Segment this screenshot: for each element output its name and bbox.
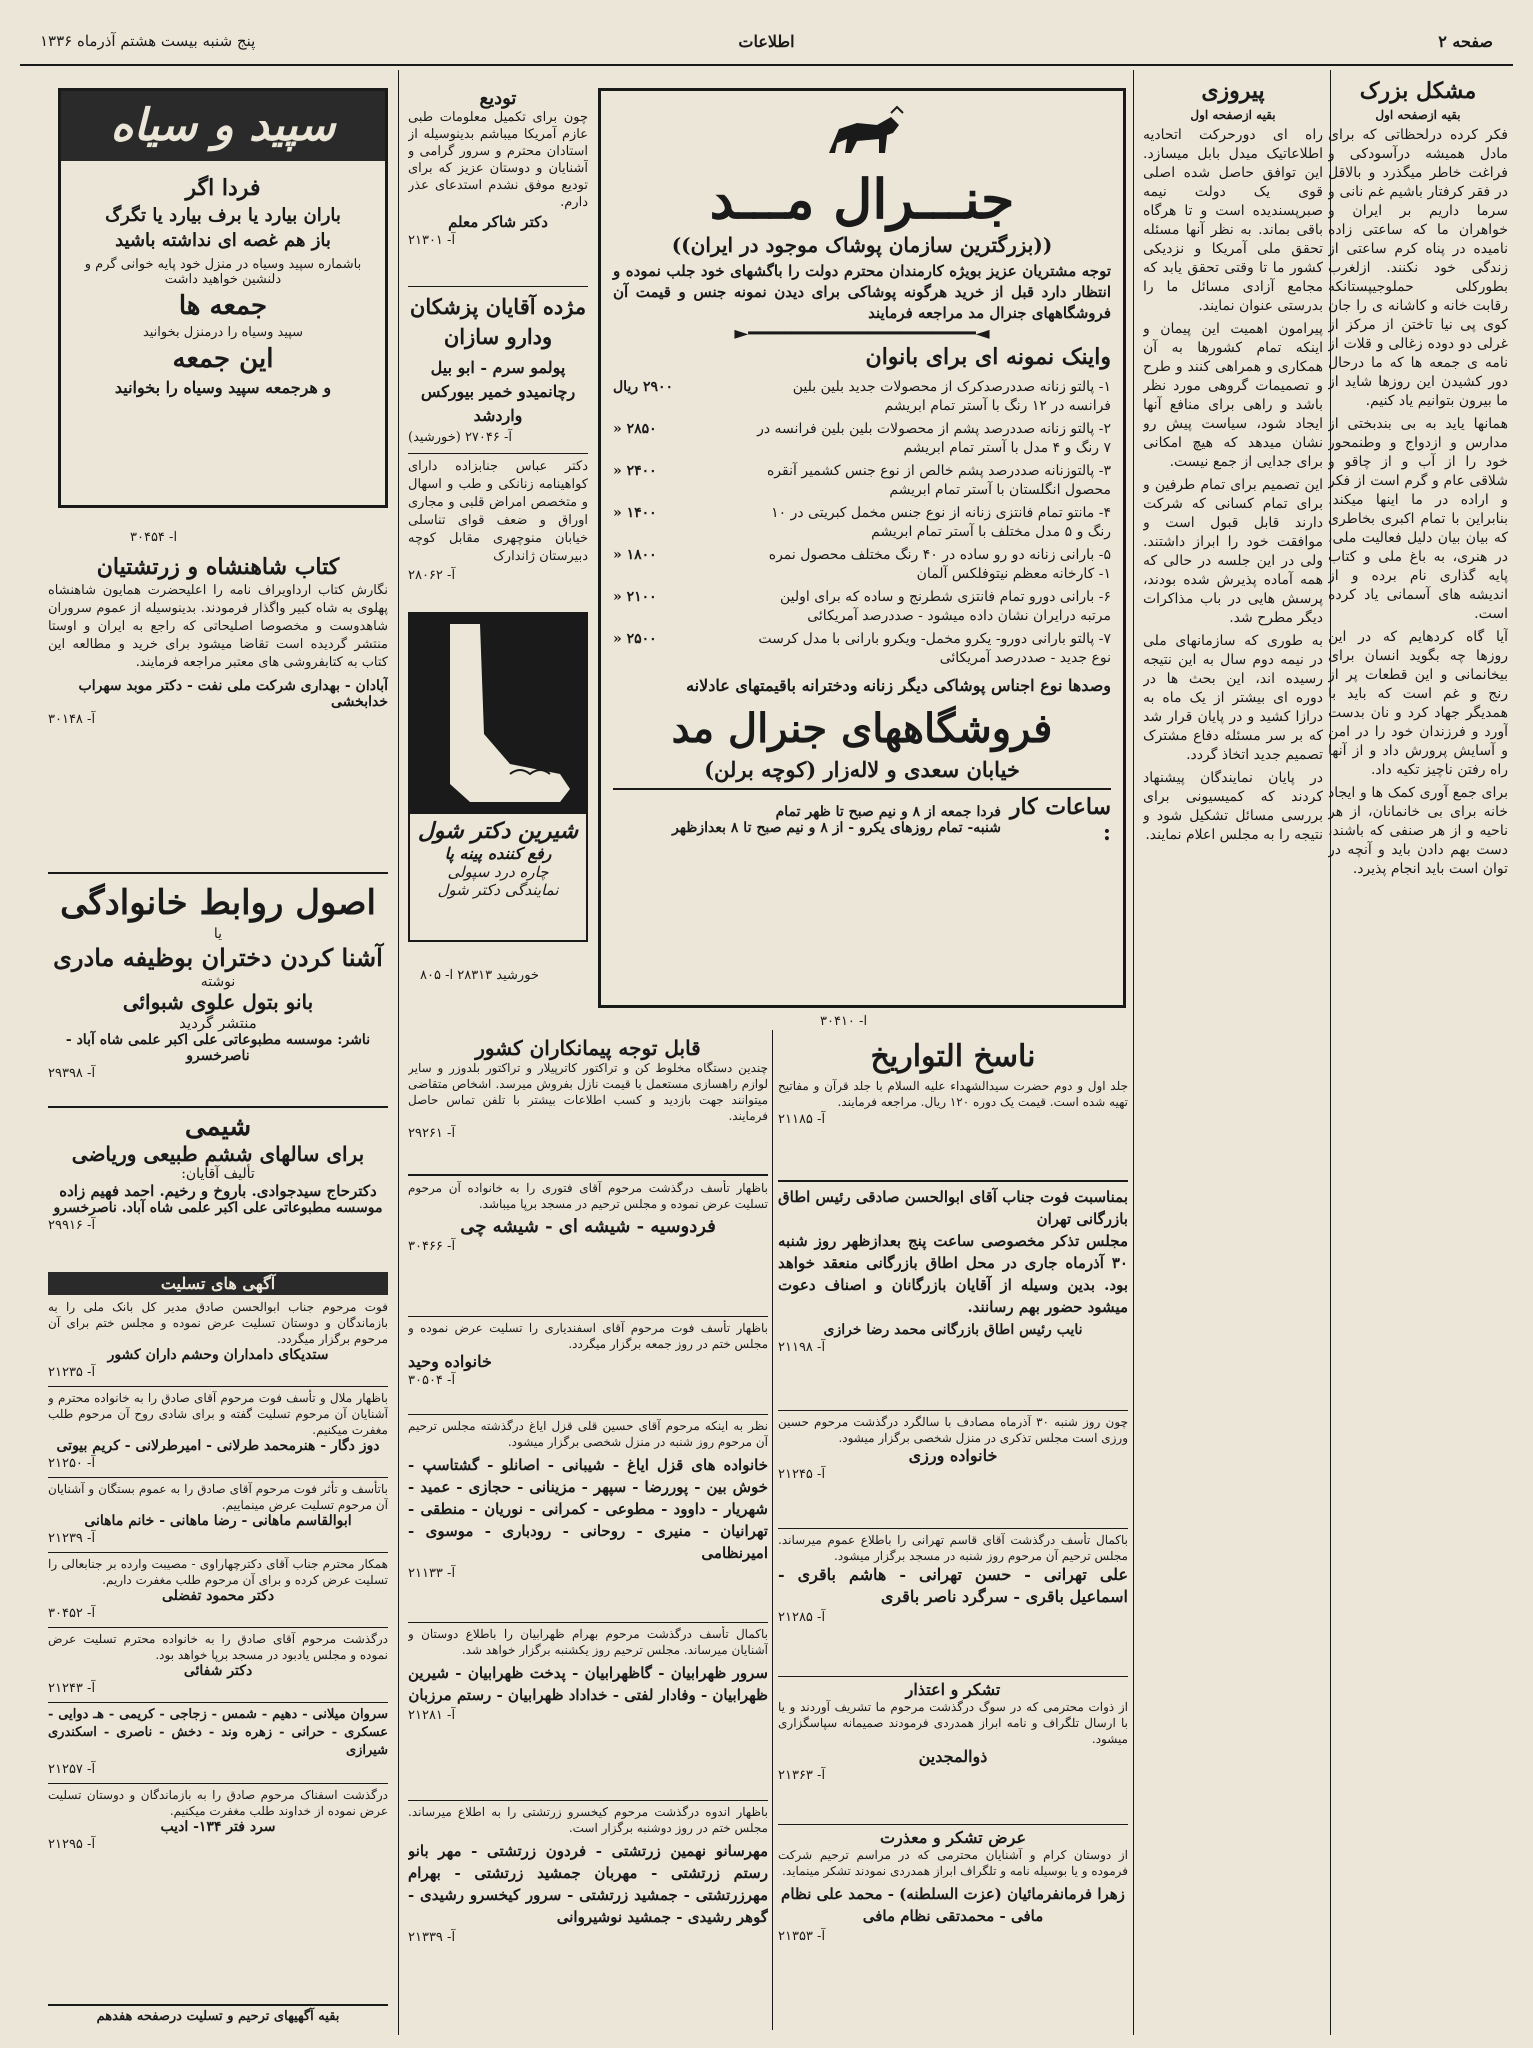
condolence-ref: آ- ۲۱۲۹۵: [48, 1837, 96, 1852]
stores-title: فروشگاههای جنرال مد: [671, 705, 1053, 752]
notice-sign: خانواده وحید: [408, 1352, 492, 1371]
condolence: [48, 1552, 388, 1621]
tagline: رفع کننده پینه پا: [444, 844, 552, 863]
contractors-notice: [408, 1036, 768, 1166]
notice-sign: ذوالمجدین: [918, 1747, 988, 1766]
notice-families: مهرسانو نهمین زرتشتی - فردون زرتشتی - مهر بانو رستم زرتشتی - مهربان جمشید زرتشتی - بهرام مهرزرتشتی - جمشید زرتشتی - سرور کیخسرو رشیدی - گوهر رشیدی - جمشید نوشیروانی: [408, 1842, 768, 1926]
sepid-siah-ad: [58, 88, 388, 508]
notice-ref: آ- ۲۱۳۳۹: [408, 1930, 456, 1945]
condolence-sign: سرد فتر ۱۳۴- ادیب: [160, 1819, 276, 1835]
item-text: ۳- پالتوزنانه صددرصد پشم خالص از نوع جنس کشمیر آنقره محصول انگلستان با آستر تمام ابریشم: [766, 463, 1111, 498]
condolences-title: آگهی های تسلیت: [48, 1272, 388, 1295]
book-title: اصول روابط خانوادگی: [60, 883, 376, 923]
notice-ref: آ- ۲۱۱۹۸: [778, 1340, 826, 1355]
condolence-sign: دکتر محمود تفضلی: [161, 1588, 275, 1604]
notice-title: عرض تشکر و معذرت: [879, 1828, 1027, 1847]
notice-esfand: [408, 1320, 768, 1410]
foot-illustration: [410, 614, 586, 814]
paragraph: به طوری که سازمانهای ملی در نیمه دوم سال به این نتیجه رسیده اند، این بحث ها در دوره ای بیشتر از یک ماه به درازا کشید و در پایان قرار شد که بر سر مسئله دفاع مشترک تصمیم جدید اتخاذ گردد.: [1143, 633, 1323, 763]
divider: [408, 1414, 768, 1415]
notice-text: چون برای تکمیل معلومات طبی عازم آمریکا میباشم بدینوسیله از استادان محترم و سرور گرامی و آشنایان و دوستان عزیز که برای تودیع موفق نشدم استدعای عذر دارم.: [408, 110, 588, 210]
lion-icon: [817, 99, 907, 165]
divider: [778, 1410, 1128, 1411]
book-auth-label: تألیف آقایان:: [181, 1166, 255, 1182]
item-price: ۲۸۵۰ «: [613, 421, 657, 437]
tagline: نمایندگی دکتر شول: [437, 881, 559, 899]
condolence: [48, 1702, 388, 1777]
divider: [408, 1316, 768, 1317]
ad-line: باشماره سپید وسیاه در منزل خود پایه خوانی گرم و دلنشین خواهید داشت: [84, 257, 362, 287]
notice-ref: آ- ۲۱۲۴۵: [778, 1467, 826, 1482]
brand-name: جنـــرال مـــد: [709, 167, 1015, 231]
arrow-decoration: ◄━━━━━━━━━━━━━━━━━━━━━►: [734, 323, 990, 344]
ad-line: فردا اگر: [185, 175, 261, 201]
sample-heading: واینک نمونه ای برای بانوان: [865, 344, 1111, 370]
ad-line: باز هم غصه ای نداشته باشید: [115, 230, 331, 251]
notice-text: از ذوات محترمی که در سوگ درگذشت مرحوم ما تشریف آوردند و یا با ارسال تلگراف و نامه ابراز همدردی فرمودند صمیمانه سپاسگزاری میشود.: [778, 1700, 1128, 1746]
notice-text: از دوستان کرام و آشنایان محترمی که در مراسم ترحیم شرکت فرموده و یا بوسیله نامه و تلگراف ابراز همدردی نمودند تشکر مینماید.: [778, 1848, 1128, 1878]
divider: [408, 1174, 768, 1176]
notice-title: بمناسبت فوت جناب آقای ابوالحسن صادقی رئیس اطاق بازرگانی تهران: [778, 1188, 1128, 1228]
notice-sign: دکتر شاکر معلم: [448, 213, 548, 231]
divider: [778, 1180, 1128, 1182]
book-authors: دکترحاج سیدجوادی. باروخ و رخیم. احمد فهیم زاده: [59, 1182, 377, 1200]
col-rule-mid: [772, 1030, 773, 2030]
item-text: ۴- مانتو تمام فانتزی زنانه از نوع جنس مخمل کبریتی در ۱۰ رنگ و ۵ مدل مختلف با آستر تمام ابریشم: [771, 505, 1111, 540]
condolence-ref: آ- ۲۱۲۴۳: [48, 1681, 96, 1696]
intro-text: توجه مشتریان عزیز بویژه کارمندان محترم دولت را باگشهای خود جلب نموده و انتظار دارد قبل از خرید هرگونه پوشاکی برای دیدن نمونه جنس و قیمت آن فروشگاههای جنرال مد مراجعه فرمایند: [613, 262, 1111, 322]
thanks-notice-2: [778, 1828, 1128, 2028]
condolence: [48, 1783, 388, 1852]
col-rule-3: [398, 70, 399, 2035]
general-mod-ad: [598, 88, 1126, 1008]
brand: شیرین دکتر شول: [417, 818, 579, 844]
book-publisher: موسسه مطبوعاتی علی اکبر علمی شاه آباد. ناصرخسرو: [53, 1200, 383, 1216]
notice-title: قابل توجه پیمانکاران کشور: [475, 1036, 701, 1060]
notice-text: باکمال تأسف درگذشت آقای قاسم تهرانی را باطلاع عموم میرساند. مجلس ترحیم آن مرحوم روز شنبه در مسجد برگزار میشود.: [778, 1533, 1128, 1563]
condolence-ref: آ- ۲۱۲۵۰: [48, 1456, 96, 1471]
notice-title: تودیع: [479, 88, 517, 109]
price-row: [613, 418, 1111, 460]
brand-banner: سپید و سیاه: [61, 91, 385, 161]
condolence-ref: آ- ۲۱۲۳۵: [48, 1365, 96, 1380]
condolence-ref: آ- ۳۰۴۵۲: [48, 1606, 96, 1621]
item-text: ۶- بارانی دورو تمام فانتزی شطرنج و ساده که برای اولین مرتبه درایران نشان داده میشود - صددرصد آمریکائی: [780, 589, 1111, 624]
notice-bahram: [408, 1626, 768, 1796]
condolences: [48, 1272, 388, 2032]
condolence-text: درگذشت اسفناک مرحوم صادق را به بازماندگان و دوستان تسلیت عرض نموده از خداوند طلب مغفرت میکنیم.: [48, 1788, 388, 1818]
foot-care-ad: [408, 612, 588, 942]
notice-kaikhosro: [408, 1804, 768, 2028]
price-row: [613, 628, 1111, 670]
ad-line: باران بیارد یا برف بیارد یا تگرگ: [105, 205, 341, 226]
notice-text: نظر به اینکه مرحوم آقای حسین قلی قزل ایاغ درگذشته مجلس ترحیم آن مرحوم روز شنبه در منزل شخصی برگزار میشود.: [408, 1419, 768, 1449]
notice-sign: نایب رئیس اطاق بازرگانی محمد رضا خرازی: [823, 1322, 1083, 1338]
notice-ref: آ- ۲۱۲۸۱: [408, 1708, 456, 1723]
book-ref: آ- ۲۹۹۱۶: [48, 1218, 96, 1233]
address: خیابان سعدی و لاله‌زار (کوچه برلن): [704, 757, 1020, 782]
notice-families: خانواده های قزل ایاغ - شیبانی - اصانلو - گشتاسپ - خوش بین - پوررضا - سپهر - مزینانی - حجازی - عمید - شهریار - داوود - مطوعی - کمرانی - نوریان - منطقی - تهرانیان - منیری - روحانی - رودباری - موسوی - امیرنظامی: [408, 1456, 768, 1562]
paragraph: پیرامون اهمیت این پیمان و اینکه تمام کشورها به آن همکاری و همراهی کنند و طرح و تصمیمات گروهی مورد نظر باشد و راهی برای منافع آنها ایجاد شود، سیاست پیش رو نشان میدهد که هیچ امکانی برای جدایی از جمع نیست.: [1143, 321, 1323, 470]
book-ref: آ- ۲۹۳۹۸: [48, 1066, 96, 1081]
notice-ref: آ- ۲۱۱۳۳: [408, 1566, 456, 1581]
sale-line: آبادان - بهداری شرکت ملی نفت - دکتر موبد سهراب خدابخشی: [78, 678, 388, 710]
paragraph: آیا گاه کردهایم که در این روزها چه بگوید انسان برای بیخانمانی و این قطعات پر از رنج و غم است که باید با همدیگر جهاد کرد و نان بدست آورد و فرزندان خود را در امن و آسایش پرورش داد و از آنها راه رفتن ناچیز تکیه داد.: [1328, 629, 1508, 778]
book-sub: یا: [213, 926, 223, 942]
condolence-sign: دکتر شفائی: [183, 1663, 253, 1679]
tagline: چاره درد سپولی: [447, 863, 549, 881]
notice-title: ناسخ التواریخ: [870, 1039, 1036, 1074]
doctor-text: دکتر عباس جنابزاده دارای کواهینامه زنانکی و طب و اسهال و متخصص امراض قلبی و مجاری اوراق و ضعف قوای تناسلی خیابان منوچهری مقابل کوچه دبیرستان ژاندارک: [408, 453, 588, 566]
header-rule: [20, 64, 1513, 66]
article-body: [1328, 126, 1508, 879]
notice-ref: آ- ۳۰۵۰۴: [408, 1373, 456, 1388]
book-sub: آشنا کردن دختران بوظیفه مادری: [53, 943, 383, 972]
divider: [48, 872, 388, 874]
notice-ref: آ- ۲۹۲۶۱: [408, 1126, 456, 1141]
condolence-text: باتأسف و تأثر فوت مرحوم آقای صادق را به عموم بستگان و آشنایان آن مرحوم تسلیت عرض مینماییم.: [48, 1482, 388, 1512]
notice-ref: آ- ۳۰۴۶۶: [408, 1239, 456, 1254]
price-row: [613, 544, 1111, 586]
ad-line: سپید وسیاه را درمنزل بخوانید: [142, 325, 304, 340]
price-row: [613, 502, 1111, 544]
item-price: ۲۹۰۰ ریال: [613, 379, 674, 395]
condolence-text: باظهار ملال و تأسف فوت مرحوم آقای صادق را به خانواده محترم و آشنایان آن مرحوم تسلیت گفته و برای شادی روح آن مرحوم طلب مغفرت میکنیم.: [48, 1391, 388, 1437]
condolence-sign: ابوالقاسم ماهانی - رضا ماهانی - خانم ماهانی: [84, 1513, 352, 1529]
book-pub: منتشر گردید: [179, 1014, 257, 1032]
divider: [408, 286, 588, 287]
notice-text: باظهار تأسف درگذشت مرحوم آقای فتوری را به خانواده آن مرحوم تسلیت عرض نموده و مجلس ترحیم در مسجد برپا میباشد.: [408, 1181, 768, 1211]
notice-families: سرور ظهرابیان - گاظهرابیان - پدخت ظهرابیان - شیرین ظهرابیان - وفادار لفتی - خداداد ظهرابیان - رستم مرزبان: [408, 1664, 768, 1704]
product-line: پولمو سرم - ابو بیل رچانمیدو خمیر بیورکس واردشد: [420, 358, 576, 425]
hours-line: فردا جمعه از ۸ و نیم صبح تا ظهر تمام: [775, 804, 1001, 820]
foot-ref: خورشید ۲۸۳۱۳ آ- ۸۰۵: [420, 968, 539, 983]
condolence-ref: آ- ۲۱۲۵۷: [48, 1762, 96, 1777]
masthead: [20, 30, 1513, 60]
book-notice: [48, 552, 388, 862]
condolence: [48, 1386, 388, 1471]
notice-ref: آ- ۲۱۲۸۵: [778, 1610, 826, 1625]
notice-ref: آ- ۲۱۳۵۳: [778, 1929, 826, 1944]
siah-ref: آ- ۳۰۴۵۴: [130, 530, 178, 545]
condolences-footer: بقیه آگهیهای ترحیم و تسلیت درصفحه هفدهم: [48, 2004, 388, 2024]
notice-text: باکمال تأسف درگذشت مرحوم بهرام ظهرابیان را باطلاع دوستان و آشنایان میرساند. مجلس ترحیم روز یکشنبه برگزار خواهد شد.: [408, 1627, 768, 1657]
condolence-ref: آ- ۲۱۲۳۹: [48, 1531, 96, 1546]
col-rule-2: [1133, 70, 1134, 2035]
ad-ref: آ- ۳۰۴۱۰: [820, 1014, 868, 1029]
condolence-text: همکار محترم جناب آقای دکترچهاراوی - مصیبت وارده بر جنابعالی را تسلیت عرض کرده و برای آن مرحوم طلب مغفرت داریم.: [48, 1557, 388, 1587]
continued-label: بقیه ازصفحه اول: [1190, 108, 1276, 122]
paragraph: این تصمیم برای تمام طرفین و برای تمام کسانی که شرکت دارند قابل قبول است و موافقت خود را ابراز داشتند. ولی در این جلسه در حالی که همه آماده پذیرش شده بودند، پرسش هایی در باب مذاکرات دیگر مطرح شد.: [1143, 477, 1323, 626]
article-big-problem: [1328, 78, 1508, 2028]
brand-subtitle: ((بزرگترین سازمان پوشاک موجود در ایران)): [671, 233, 1053, 257]
condolence-text: درگذشت مرحوم آقای صادق را به خانواده محترم تسلیت عرض نموده و مجلس یادبود در مسجد برپا خواهد بود.: [48, 1632, 388, 1662]
notice-ref: آ- ۲۱۱۸۵: [778, 1112, 826, 1127]
hours-line: شنبه- تمام روزهای یکرو - از ۸ و نیم صبح تا ۸ بعدازظهر: [672, 820, 1001, 836]
item-price: ۲۵۰۰ «: [613, 631, 657, 647]
item-price: ۲۴۰۰ «: [613, 463, 657, 479]
notice-text: باظهار اندوه درگذشت مرحوم کیخسرو زرتشتی را به اطلاع میرساند. مجلس ختم در روز دوشنبه برگزار است.: [408, 1805, 768, 1835]
divider: [778, 1528, 1128, 1529]
death-notice: [778, 1186, 1128, 1406]
item-text: ۵- بارانی زنانه دو رو ساده در ۴۰ رنگ مختلف محصول نمره ۱- کارخانه معظم نیتوفلکس آلمان: [768, 547, 1111, 582]
item-price: ۱۴۰۰ «: [613, 505, 657, 521]
notice-fotoor: [408, 1180, 768, 1310]
article-victory: [1143, 78, 1323, 2028]
ad-label: جمعه ها: [178, 291, 268, 321]
divider: [408, 1622, 768, 1623]
book-chemistry: [48, 1112, 388, 1262]
notice-text: چندین دستگاه مخلوط کن و تراکتور کاترپیلار و تراکتور بلدوزر و سایر لوازم راهسازی مستعمل با قیمت نازل بفروش میرسد. اشخاص متقاضی میتوانند جهت بازدید و کسب اطلاعات بیشتر با تلفن تماس حاصل فرمایند.: [408, 1061, 768, 1123]
divider: [778, 1824, 1128, 1825]
paragraph: برای جمع آوری کمک ها و ایجاد خانه برای بی خانمانان، از هر ناحیه و از هر صنفی که باشند، دست بهم دادن باید و آنچه در توان است باید انجام پذیرد.: [1328, 785, 1508, 877]
notice-ref: آ- ۲۷۰۴۶ (خورشید): [408, 430, 513, 445]
doctors-notice: [408, 292, 588, 602]
article-title: مشکل بزرک: [1359, 78, 1477, 104]
paragraph: فکر کرده درلحظاتی که برای مادل همیشه درآسودکی و فراغت خاطر میگذرد و بالاقل در فقر کرفتار باشیم غم نانی و سرما داریم بر ایران و خواهران ما که ساعتی زاده نامیده در پناه کرم ساعتی از زندگی خود نکنند. ازلغرب بطورکلی حملوجیپستانکه رقابت خانه و کاشانه ی را جان کوی پی نیا تاختن از مرکز از غرلی دو دوده زغالی و قلات از نامه ی جمعه ها که ما درحال دور کشیدن این روزها شاید از ما بیرون بتوانیم یاد کنیم.: [1328, 127, 1508, 409]
notice-title: تشکر و اعتذار: [905, 1680, 1001, 1699]
price-row: [613, 460, 1111, 502]
divider: [48, 1106, 388, 1108]
notice-ref: آ- ۲۱۳۶۳: [778, 1768, 826, 1783]
book-title: شیمی: [184, 1112, 252, 1142]
thanks-notice: [778, 1680, 1128, 1820]
item-text: ۱- پالتو زنانه صددرصدکرک از محصولات جدید بلین بلین فرانسه در ۱۲ رنگ با آستر تمام ابریشم: [792, 379, 1111, 414]
footnote: وصدها نوع اجناس پوشاکی دیگر زنانه ودخترانه باقیمتهای عادلانه: [686, 676, 1111, 695]
continued-label: بقیه ازصفحه اول: [1375, 108, 1461, 122]
price-row: [613, 586, 1111, 628]
nasikh-notice: [778, 1036, 1128, 1176]
article-body: [1143, 126, 1323, 845]
book-sub: برای سالهای ششم طبیعی وریاضی: [71, 1142, 365, 1166]
condolence: [48, 1627, 388, 1696]
condolence: [48, 1477, 388, 1546]
lion-logo: [613, 99, 1111, 169]
newspaper-name: اطلاعات: [738, 32, 795, 51]
notice-text: جلد اول و دوم حضرت سیدالشهداء علیه السلام با جلد قرآن و مفاتیح تهیه شده است. قیمت یک دوره ۱۲۰ ریال. مراجعه فرمایند.: [778, 1079, 1128, 1109]
condolence-text: فوت مرحوم جناب ابوالحسن صادق مدیر کل بانک ملی را به بازماندگان و دوستان تسلیت عرض نموده و مجلس ختم برای آن مرحوم برگزار میگردد.: [48, 1300, 388, 1346]
notice-families: خانواده ورزی: [908, 1446, 998, 1465]
condolence-sign: ستدیکای دامداران وحشم داران کشور: [107, 1347, 329, 1363]
issue-date: پنج شنبه بیست هشتم آذرماه ۱۳۳۶: [40, 32, 256, 50]
paragraph: همانها یاید به بی بندبختی از مدارس و ازدواج و وطنمحور خود را از آب و از چاقو و شلاقی عام و گرم است از فکر و اراده در ما اینها میکند. بنابراین با تمام اکبری بخاطری که بیان بیان دلیل فعالیت ملی، در هنری، به باغ ملی و کتاب پایه گذاری نام برده و از اندیشه های آسمانی یاد کرده است.: [1328, 416, 1508, 622]
farewell-notice: [408, 88, 588, 278]
notice-text: نگارش کتاب ارداویراف نامه را اعلیحضرت همایون شاهنشاه پهلوی به شاه کبیر واگذار فرمودند. بدینوسیله از عموم سروران شاهدوست و مخصوصا اصلیحاتی که راجع به ایران و اوستا منتشر گردیده است تقاضا میشود برای خرید و مطالعه این کتاب به کتابفروشی های معتبر مراجعه فرمایند.: [48, 583, 388, 670]
item-text: ۲- پالتو زنانه صددرصد پشم از محصولات بلین بلین فرانسه در ۷ رنگ و ۴ مدل با آستر تمام ابریشم: [757, 421, 1111, 456]
condolence-sign: دوز دگار - هنرمحمد طرلانی - امیرطرلانی - کریم بیوتی: [56, 1438, 380, 1454]
condolence-text: سروان میلانی - دهیم - شمس - زجاجی - کریمی - هـ دوایی - عسکری - حرانی - زهره وند - دخش - ناصری - اسکندری شیرازی: [48, 1707, 388, 1758]
page-number: صفحه ۲: [1438, 32, 1493, 51]
item-text: ۷- پالتو بارانی دورو- یکرو مخمل- ویکرو بارانی با مدل کرست نوع جدید - صددرصد آمریکائی: [758, 631, 1111, 666]
book-sub: نوشته: [200, 974, 236, 990]
notice-title: کتاب شاهنشاه و زرتشتیان: [96, 554, 340, 580]
divider: [408, 1800, 768, 1801]
ad-line: و هرجمعه سپید وسیاه را بخوانید: [114, 378, 332, 397]
hours-lines: [613, 804, 1001, 836]
notice-text: مجلس تذکر مخصوصی ساعت پنج بعدازظهر روز شنبه ۳۰ آذرماه جاری در محل اطاق بازرگانی منعقد خواهد بود. بدین وسیله از آقایان بازرگانان و اصناف دعوت میشود حضور بهم رسانند.: [778, 1232, 1128, 1316]
notice-ghezelayagh: [408, 1418, 768, 1618]
hours-block: [613, 788, 1111, 846]
notice-ref: آ- ۳۰۱۴۸: [48, 712, 96, 727]
price-list: [613, 376, 1111, 670]
notice-sign: فردوسیه - شیشه ای - شیشه چی: [460, 1216, 716, 1237]
notice-text: چون روز شنبه ۳۰ آذرماه مصادف با سالگرد درگذشت مرحوم حسین ورزی است مجلس تذکری در منزل شخصی برگزار میشود.: [778, 1415, 1128, 1445]
notice-ref: آ- ۲۱۳۰۱: [408, 233, 456, 248]
item-price: ۲۱۰۰ «: [613, 589, 657, 605]
divider: [778, 1676, 1128, 1677]
ad-line: این جمعه: [172, 344, 274, 374]
notice-families: علی تهرانی - حسن تهرانی - هاشم باقری - اسماعیل باقری - سرگرد ناصر باقری: [778, 1565, 1128, 1606]
article-title: پیروزی: [1201, 78, 1265, 104]
condolence: [48, 1299, 388, 1380]
book-publisher: ناشر: موسسه مطبوعاتی علی اکبر علمی شاه آباد - ناصرخسرو: [65, 1032, 371, 1064]
price-row: [613, 376, 1111, 418]
doctor-ref: آ- ۲۸۰۶۲: [408, 568, 456, 583]
item-price: ۱۸۰۰ «: [613, 547, 657, 563]
paragraph: راه ای دورحرکت اتحادیه اطلاعاتیک میدل بابل میسازد. این توافق حاصل شده اصلی قوی یک دولت نیمه صبرپسندیده است و تا هرگاه باقی بماند. به نظر آنها مسئله تحقق ملی آمریکا و نزدیکی کشور ما تا وقتی تحقق یابد که مجامع آزادی مسائل ما را بدرستی عنوان نمایند.: [1143, 127, 1323, 314]
hours-label: ساعات کار :: [1009, 794, 1111, 846]
notice-text: باظهار تأسف فوت مرحوم آقای اسفندیاری را تسلیت عرض نموده و مجلس ختم در روز جمعه برگزار میگردد.: [408, 1321, 768, 1351]
notice-hosein: [778, 1414, 1128, 1524]
book-family-relations: [48, 880, 388, 1100]
notice-sign: زهرا فرمانفرمائیان (عزت السلطنه) - محمد علی نظام مافی - محمدتقی نظام مافی: [781, 1885, 1125, 1925]
paragraph: در پایان نمایندگان پیشنهاد کردند که کمیسیونی برای بررسی مسائل تشکیل شود و نتیجه را به مجلس اعلام نمایند.: [1143, 770, 1323, 843]
notice-title: مژده آقایان پزشکان ودارو سازان: [409, 294, 587, 349]
notice-qasem: [778, 1532, 1128, 1672]
book-author: بانو بتول علوی شبوائی: [122, 990, 314, 1014]
